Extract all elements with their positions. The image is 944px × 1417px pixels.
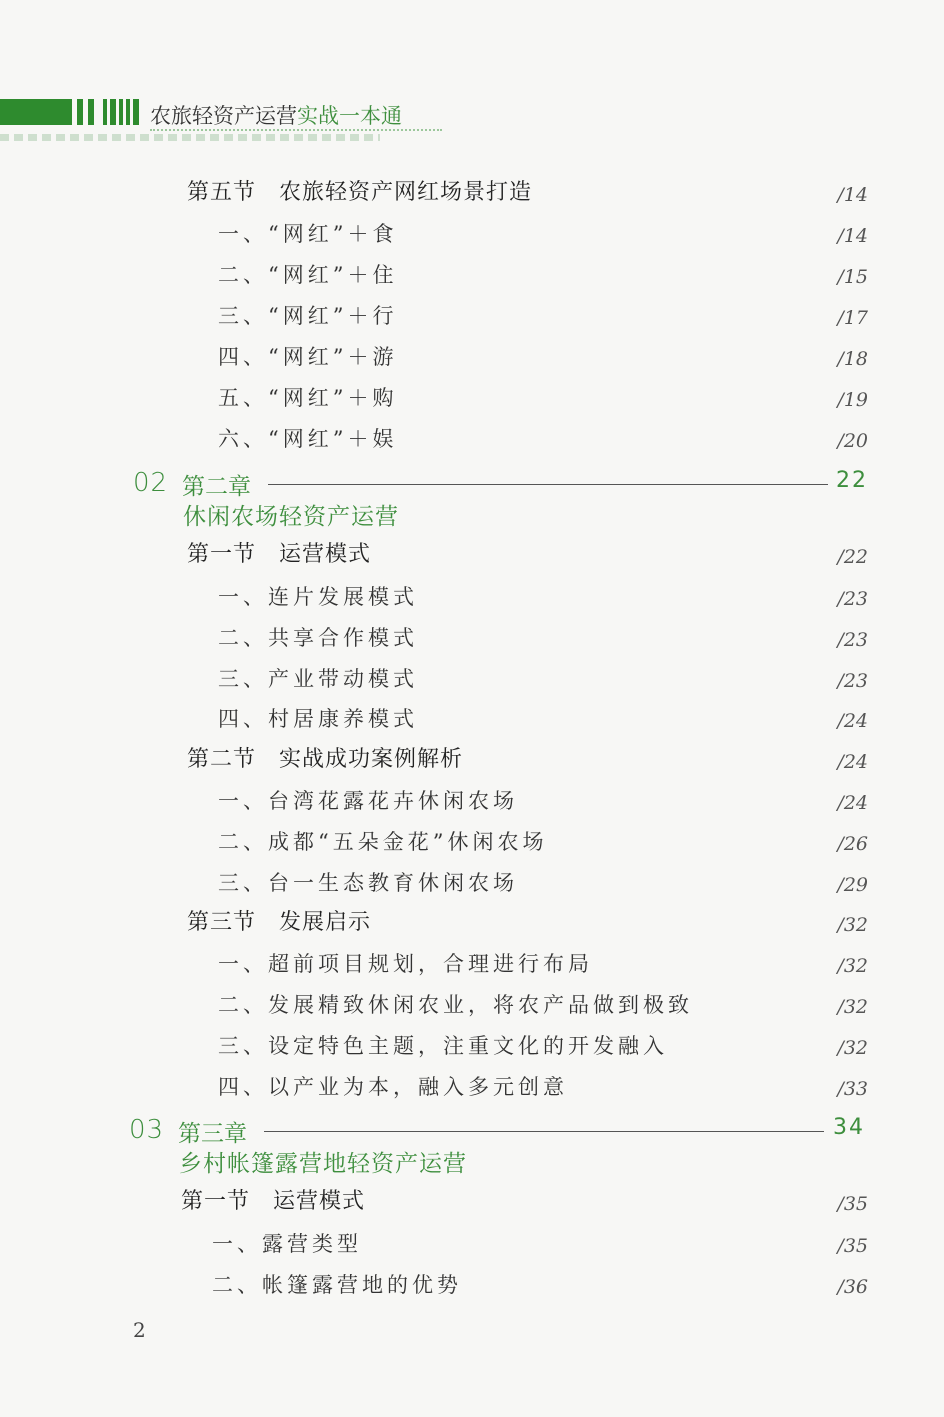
toc-page-ref: /14 <box>837 184 868 206</box>
chapter-label: 第二章 <box>182 474 251 500</box>
header-dotted-rule <box>150 129 442 131</box>
toc-page-ref: /32 <box>837 955 868 977</box>
running-title-main: 农旅轻资产运营 <box>150 104 297 128</box>
toc-item[interactable] <box>0 257 944 293</box>
toc-page-ref: /32 <box>837 914 868 936</box>
toc-item[interactable] <box>0 216 944 252</box>
toc-section[interactable] <box>0 742 944 778</box>
toc-item-title: 二、发展精致休闲农业，将农产品做到极致 <box>218 993 693 1017</box>
header-stripe-bar <box>0 99 140 125</box>
running-title-accent: 实战一本通 <box>297 104 402 128</box>
toc-item-title: 二、成都“五朵金花”休闲农场 <box>218 830 548 854</box>
toc-section-title: 第一节 运营模式 <box>187 542 372 567</box>
toc-item[interactable] <box>0 1226 944 1262</box>
header-bar-stripe <box>110 99 116 125</box>
header-bar-stripe <box>77 99 83 125</box>
toc-item[interactable] <box>0 620 944 656</box>
toc-item-title: 一、“网红”＋食 <box>218 222 398 246</box>
toc-page-ref: /36 <box>837 1276 868 1298</box>
toc-page-ref: /32 <box>837 1037 868 1059</box>
toc-item-title: 四、“网红”＋游 <box>218 345 398 369</box>
toc-page-ref: /23 <box>837 670 868 692</box>
toc-item[interactable] <box>0 865 944 901</box>
toc-item[interactable] <box>0 1267 944 1303</box>
running-title <box>150 100 402 130</box>
toc-page-ref: /32 <box>837 996 868 1018</box>
toc-item-title: 一、台湾花露花卉休闲农场 <box>218 789 518 813</box>
toc-page-ref: /35 <box>837 1193 868 1215</box>
toc-item[interactable] <box>0 987 944 1023</box>
header-bar-stripe <box>119 99 123 125</box>
toc-item-title: 二、帐篷露营地的优势 <box>212 1273 462 1297</box>
chapter-rule <box>268 484 828 485</box>
toc-page-ref: /24 <box>837 710 868 732</box>
toc-section[interactable] <box>0 905 944 941</box>
toc-item[interactable] <box>0 783 944 819</box>
header-bar-stripe <box>103 99 107 125</box>
toc-item[interactable] <box>0 661 944 697</box>
toc-item-title: 三、设定特色主题，注重文化的开发融入 <box>218 1034 668 1058</box>
toc-section-title: 第五节 农旅轻资产网红场景打造 <box>187 180 533 205</box>
toc-item-title: 一、连片发展模式 <box>218 585 418 609</box>
toc-item-title: 二、“网红”＋住 <box>218 263 398 287</box>
toc-item[interactable] <box>0 298 944 334</box>
toc-page-ref: /19 <box>837 389 868 411</box>
toc-page-ref: /17 <box>837 307 868 329</box>
toc-item[interactable] <box>0 380 944 416</box>
toc-item[interactable] <box>0 1069 944 1105</box>
toc-item[interactable] <box>0 946 944 982</box>
toc-item-title: 三、“网红”＋行 <box>218 304 398 328</box>
toc-item[interactable] <box>0 824 944 860</box>
toc-item-title: 三、台一生态教育休闲农场 <box>218 871 518 895</box>
toc-item[interactable] <box>0 701 944 737</box>
toc-page-ref: /33 <box>837 1078 868 1100</box>
toc-section-title: 第二节 实战成功案例解析 <box>187 747 464 772</box>
toc-page-ref: /35 <box>837 1235 868 1257</box>
toc-page-ref: /14 <box>837 225 868 247</box>
toc-page-ref: /22 <box>837 546 868 568</box>
toc-item[interactable] <box>0 1028 944 1064</box>
toc-page-ref: /24 <box>837 751 868 773</box>
toc-section-title: 第一节 运营模式 <box>181 1189 366 1214</box>
toc-section[interactable] <box>0 537 944 573</box>
chapter-page-ref: 34 <box>833 1115 865 1140</box>
toc-section[interactable] <box>0 175 944 211</box>
toc-page-ref: /29 <box>837 874 868 896</box>
toc-page-ref: /23 <box>837 629 868 651</box>
chapter-number: 03 <box>129 1115 165 1145</box>
toc-section[interactable] <box>0 1184 944 1220</box>
chapter-number: 02 <box>133 468 169 498</box>
toc-item[interactable] <box>0 421 944 457</box>
toc-item-title: 三、产业带动模式 <box>218 667 418 691</box>
toc-page-ref: /18 <box>837 348 868 370</box>
chapter-subtitle: 乡村帐篷露营地轻资产运营 <box>179 1151 467 1177</box>
toc-item-title: 四、村居康养模式 <box>218 707 418 731</box>
toc-item[interactable] <box>0 579 944 615</box>
toc-item-title: 六、“网红”＋娱 <box>218 427 398 451</box>
toc-item-title: 四、以产业为本，融入多元创意 <box>218 1075 568 1099</box>
header-dash-pattern <box>0 134 380 141</box>
chapter-rule <box>264 1131 824 1132</box>
header-bar-stripe <box>88 99 94 125</box>
header-bar-stripe <box>126 99 130 125</box>
header-bar-solid <box>0 99 72 125</box>
chapter-subtitle: 休闲农场轻资产运营 <box>183 504 399 530</box>
toc-section-title: 第三节 发展启示 <box>187 910 372 935</box>
toc-page-ref: /24 <box>837 792 868 814</box>
toc-page-ref: /23 <box>837 588 868 610</box>
toc-item-title: 一、露营类型 <box>212 1232 362 1256</box>
toc-item-title: 二、共享合作模式 <box>218 626 418 650</box>
toc-page-ref: /26 <box>837 833 868 855</box>
header-bar-stripe <box>133 99 139 125</box>
toc-page-ref: /20 <box>837 430 868 452</box>
toc-page-ref: /15 <box>837 266 868 288</box>
toc-item-title: 一、超前项目规划，合理进行布局 <box>218 952 593 976</box>
page-number: 2 <box>133 1318 146 1342</box>
chapter-label: 第三章 <box>178 1121 247 1147</box>
toc-item-title: 五、“网红”＋购 <box>218 386 398 410</box>
toc-item[interactable] <box>0 339 944 375</box>
chapter-page-ref: 22 <box>836 468 868 493</box>
